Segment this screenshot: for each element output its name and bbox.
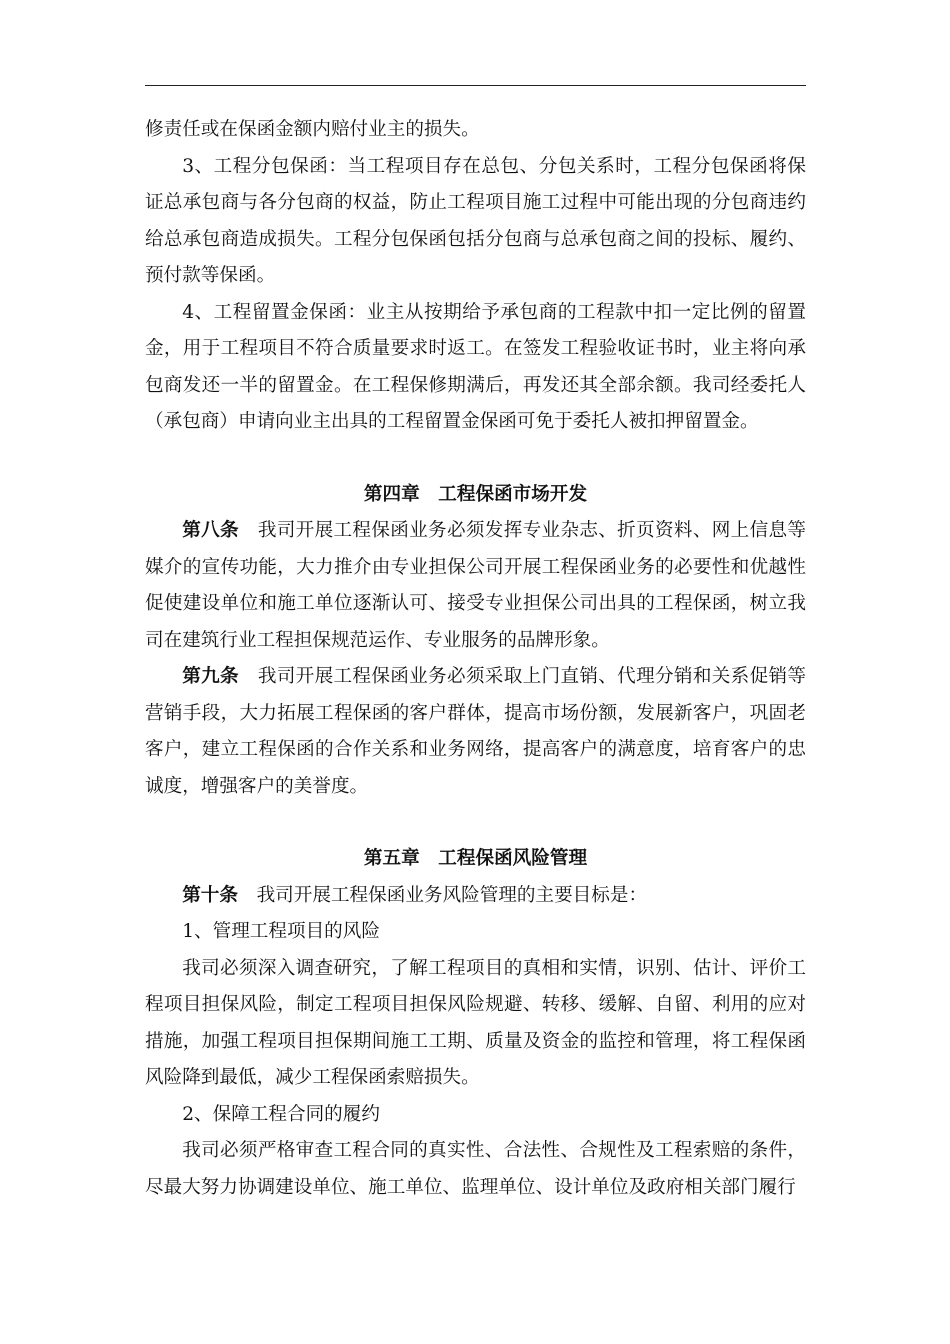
- spacer: [145, 441, 806, 477]
- article-8-text: 我司开展工程保函业务必须发挥专业杂志、折页资料、网上信息等媒介的宣传功能，大力推介由专业担保公司开展工程保函业务的必要性和优越性促使建设单位和施工单位逐渐认可、接受专业担保公司出具的工程保函，树立我司在建筑行业工程担保规范运作、专业服务的品牌形象。: [145, 520, 806, 651]
- header-rule: [145, 85, 806, 86]
- chapter-4-heading: 第四章 工程保函市场开发: [363, 483, 588, 505]
- chapter-5-heading: 第五章 工程保函风险管理: [363, 848, 588, 869]
- item-2-body: 我司必须严格审查工程合同的真实性、合法性、合规性及工程索赔的条件，尽最大努力协调建设单位、施工单位、监理单位、设计单位及政府相关部门履行: [145, 1140, 806, 1198]
- spacer: [145, 805, 806, 841]
- page-content: [145, 112, 806, 1206]
- article-9-text: 我司开展工程保函业务必须采取上门直销、代理分销和关系促销等营销手段，大力拓展工程保函的客户群体，提高市场份额，发展新客户，巩固老客户，建立工程保函的合作关系和业务网络，提高客户的满意度，培育客户的忠诚度，增强客户的美誉度。: [145, 666, 806, 797]
- paragraph-subcontract-guarantee: 3、工程分包保函：当工程项目存在总包、分包关系时，工程分包保函将保证总承包商与各分包商的权益，防止工程项目施工过程中可能出现的分包商违约给总承包商造成损失。工程分包保函包括分包商与总承包商之间的投标、履约、预付款等保函。: [145, 155, 806, 286]
- item-1-heading: 1、管理工程项目的风险: [182, 921, 380, 942]
- article-8-label: 第八条: [182, 520, 239, 541]
- article-9: [145, 659, 806, 805]
- paragraph-continued: 修责任或在保函金额内赔付业主的损失。: [145, 119, 480, 140]
- article-10-text: 我司开展工程保函业务风险管理的主要目标是：: [237, 884, 648, 906]
- article-10-label: 第十条: [182, 884, 238, 906]
- article-10: [145, 878, 806, 915]
- paragraph-retention-guarantee: 4、工程留置金保函：业主从按期给予承包商的工程款中扣一定比例的留置金，用于工程项目不符合质量要求时返工。在签发工程验收证书时，业主将向承包商发还一半的留置金。在工程保修期满后，再发还其全部余额。我司经委托人（承包商）申请向业主出具的工程留置金保函可免于委托人被扣押留置金。: [145, 301, 806, 432]
- article-9-label: 第九条: [182, 666, 239, 687]
- item-1-body: 我司必须深入调查研究，了解工程项目的真相和实情，识别、估计、评价工程项目担保风险，制定工程项目担保风险规避、转移、缓解、自留、利用的应对措施，加强工程项目担保期间施工工期、质量及资金的监控和管理，将工程保函风险降到最低，减少工程保函索赔损失。: [145, 957, 806, 1088]
- article-8: [145, 513, 806, 659]
- item-2-heading: 2、保障工程合同的履约: [182, 1103, 380, 1125]
